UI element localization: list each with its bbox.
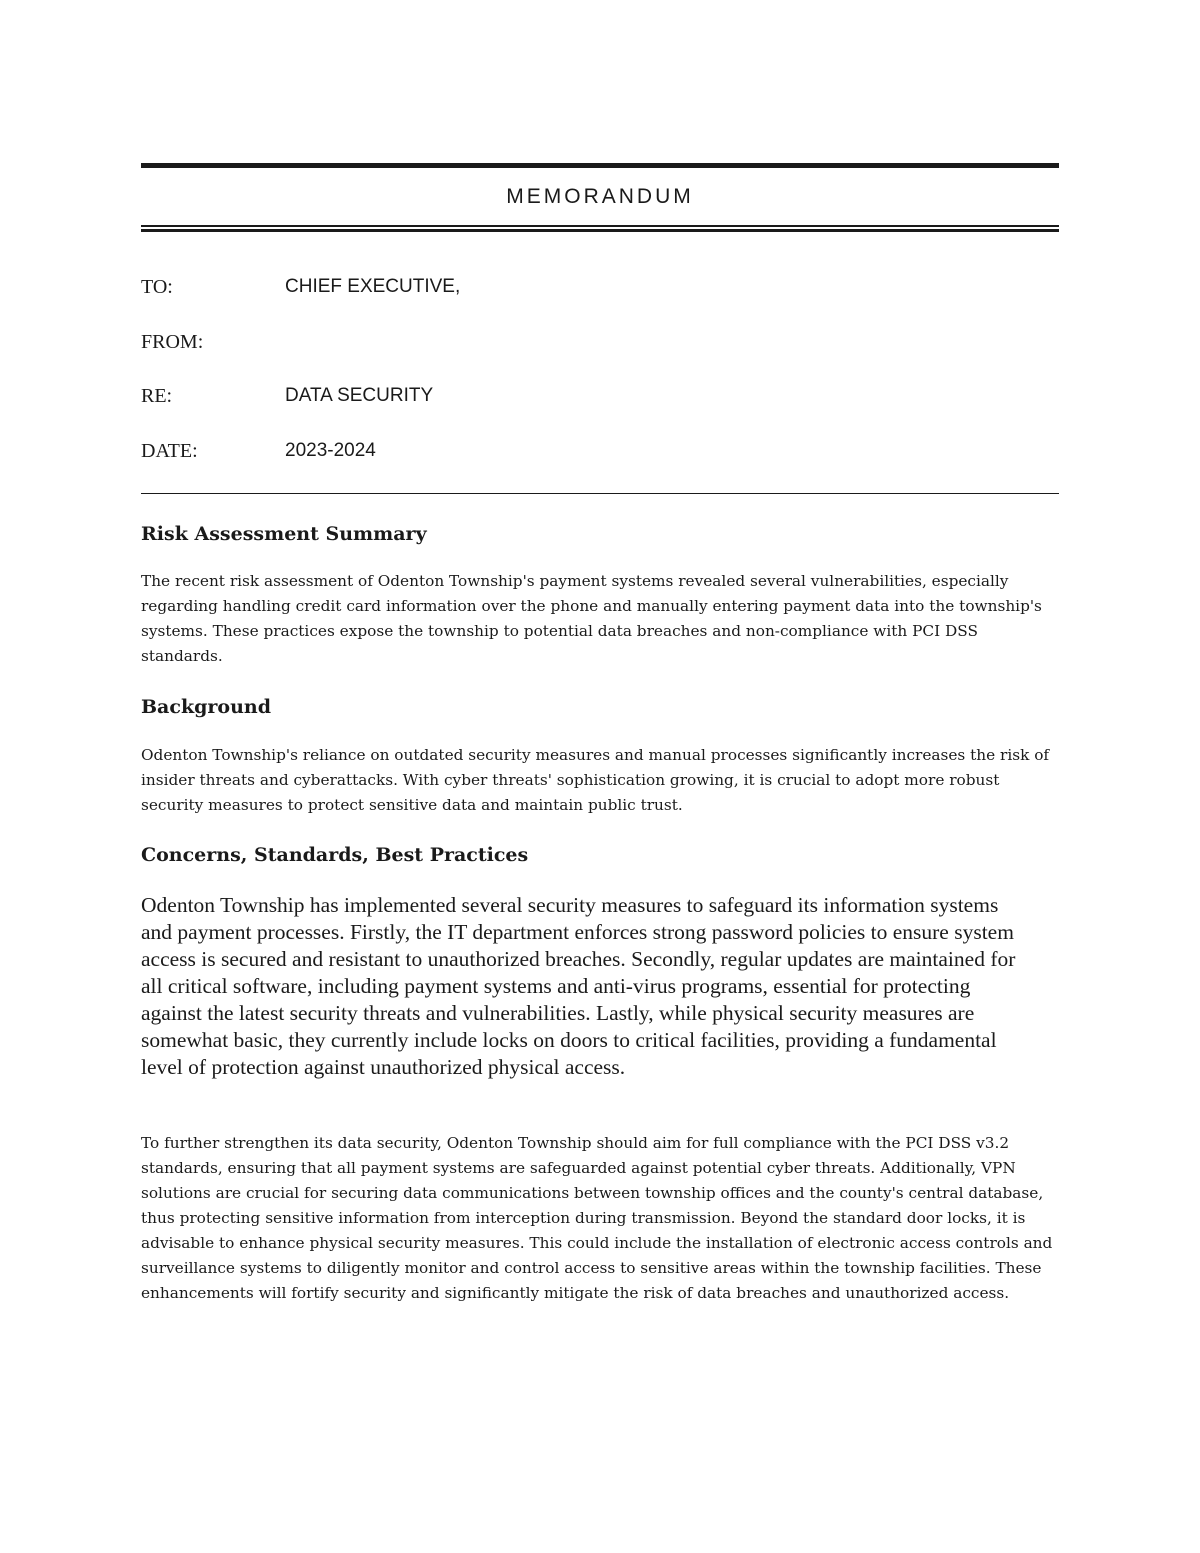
header-divider (141, 493, 1059, 494)
header-to-row (141, 272, 1059, 302)
date-value: 2023-2024 (285, 440, 376, 461)
title-rule-upper (141, 225, 1059, 227)
header-re-row (141, 381, 1059, 411)
background-heading: Background (141, 696, 271, 718)
date-label: DATE: (141, 440, 198, 462)
to-label: TO: (141, 276, 173, 298)
re-value: DATA SECURITY (285, 385, 434, 406)
title-rule-lower (141, 229, 1059, 232)
risk-body: The recent risk assessment of Odenton Township's payment systems revealed several vulnerabilities, especially regarding handling credit card information over the phone and manually entering payment data into the township's systems. These practices expose the township to potential data breaches and non-compliance with PCI DSS standards. (141, 572, 1042, 665)
memo-page (141, 0, 1059, 1553)
from-label: FROM: (141, 331, 204, 353)
to-value: CHIEF EXECUTIVE, (285, 276, 461, 297)
concerns-body-1: Odenton Township has implemented several security measures to safeguard its information systems and payment processes. Firstly, the IT department enforces strong password policies to ensure system access is secured and resistant to unauthorized breaches. Secondly, regular updates are maintained for all critical software, including payment systems and anti-virus programs, essential for protecting against the latest security threats and vulnerabilities. Lastly, while physical security measures are somewhat basic, they currently include locks on doors to critical facilities, providing a fundamental level of protection against unauthorized physical access. (141, 893, 1016, 1079)
re-label: RE: (141, 385, 173, 407)
risk-heading: Risk Assessment Summary (141, 523, 427, 545)
header-from-row (141, 327, 1059, 357)
background-body: Odenton Township's reliance on outdated security measures and manual processes significantly increases the risk of insider threats and cyberattacks. With cyber threats' sophistication growing, it is crucial to adopt more robust security measures to protect sensitive data and maintain public trust. (141, 746, 1050, 814)
header-date-row (141, 436, 1059, 466)
memo-title: MEMORANDUM (506, 185, 694, 208)
concerns-heading: Concerns, Standards, Best Practices (141, 844, 529, 866)
concerns-body-2: To further strengthen its data security, Odenton Township should aim for full compliance with the PCI DSS v3.2 standards, ensuring that all payment systems are safeguarded against potential cyber threats. Additionally, VPN solutions are crucial for securing data communications between township offices and the county's central database, thus protecting sensitive information from interception during transmission. Beyond the standard door locks, it is advisable to enhance physical security measures. This could include the installation of electronic access controls and surveillance systems to diligently monitor and control access to sensitive areas within the township facilities. These enhancements will fortify security and significantly mitigate the risk of data breaches and unauthorized access. (141, 1134, 1053, 1302)
top-rule (141, 163, 1059, 168)
